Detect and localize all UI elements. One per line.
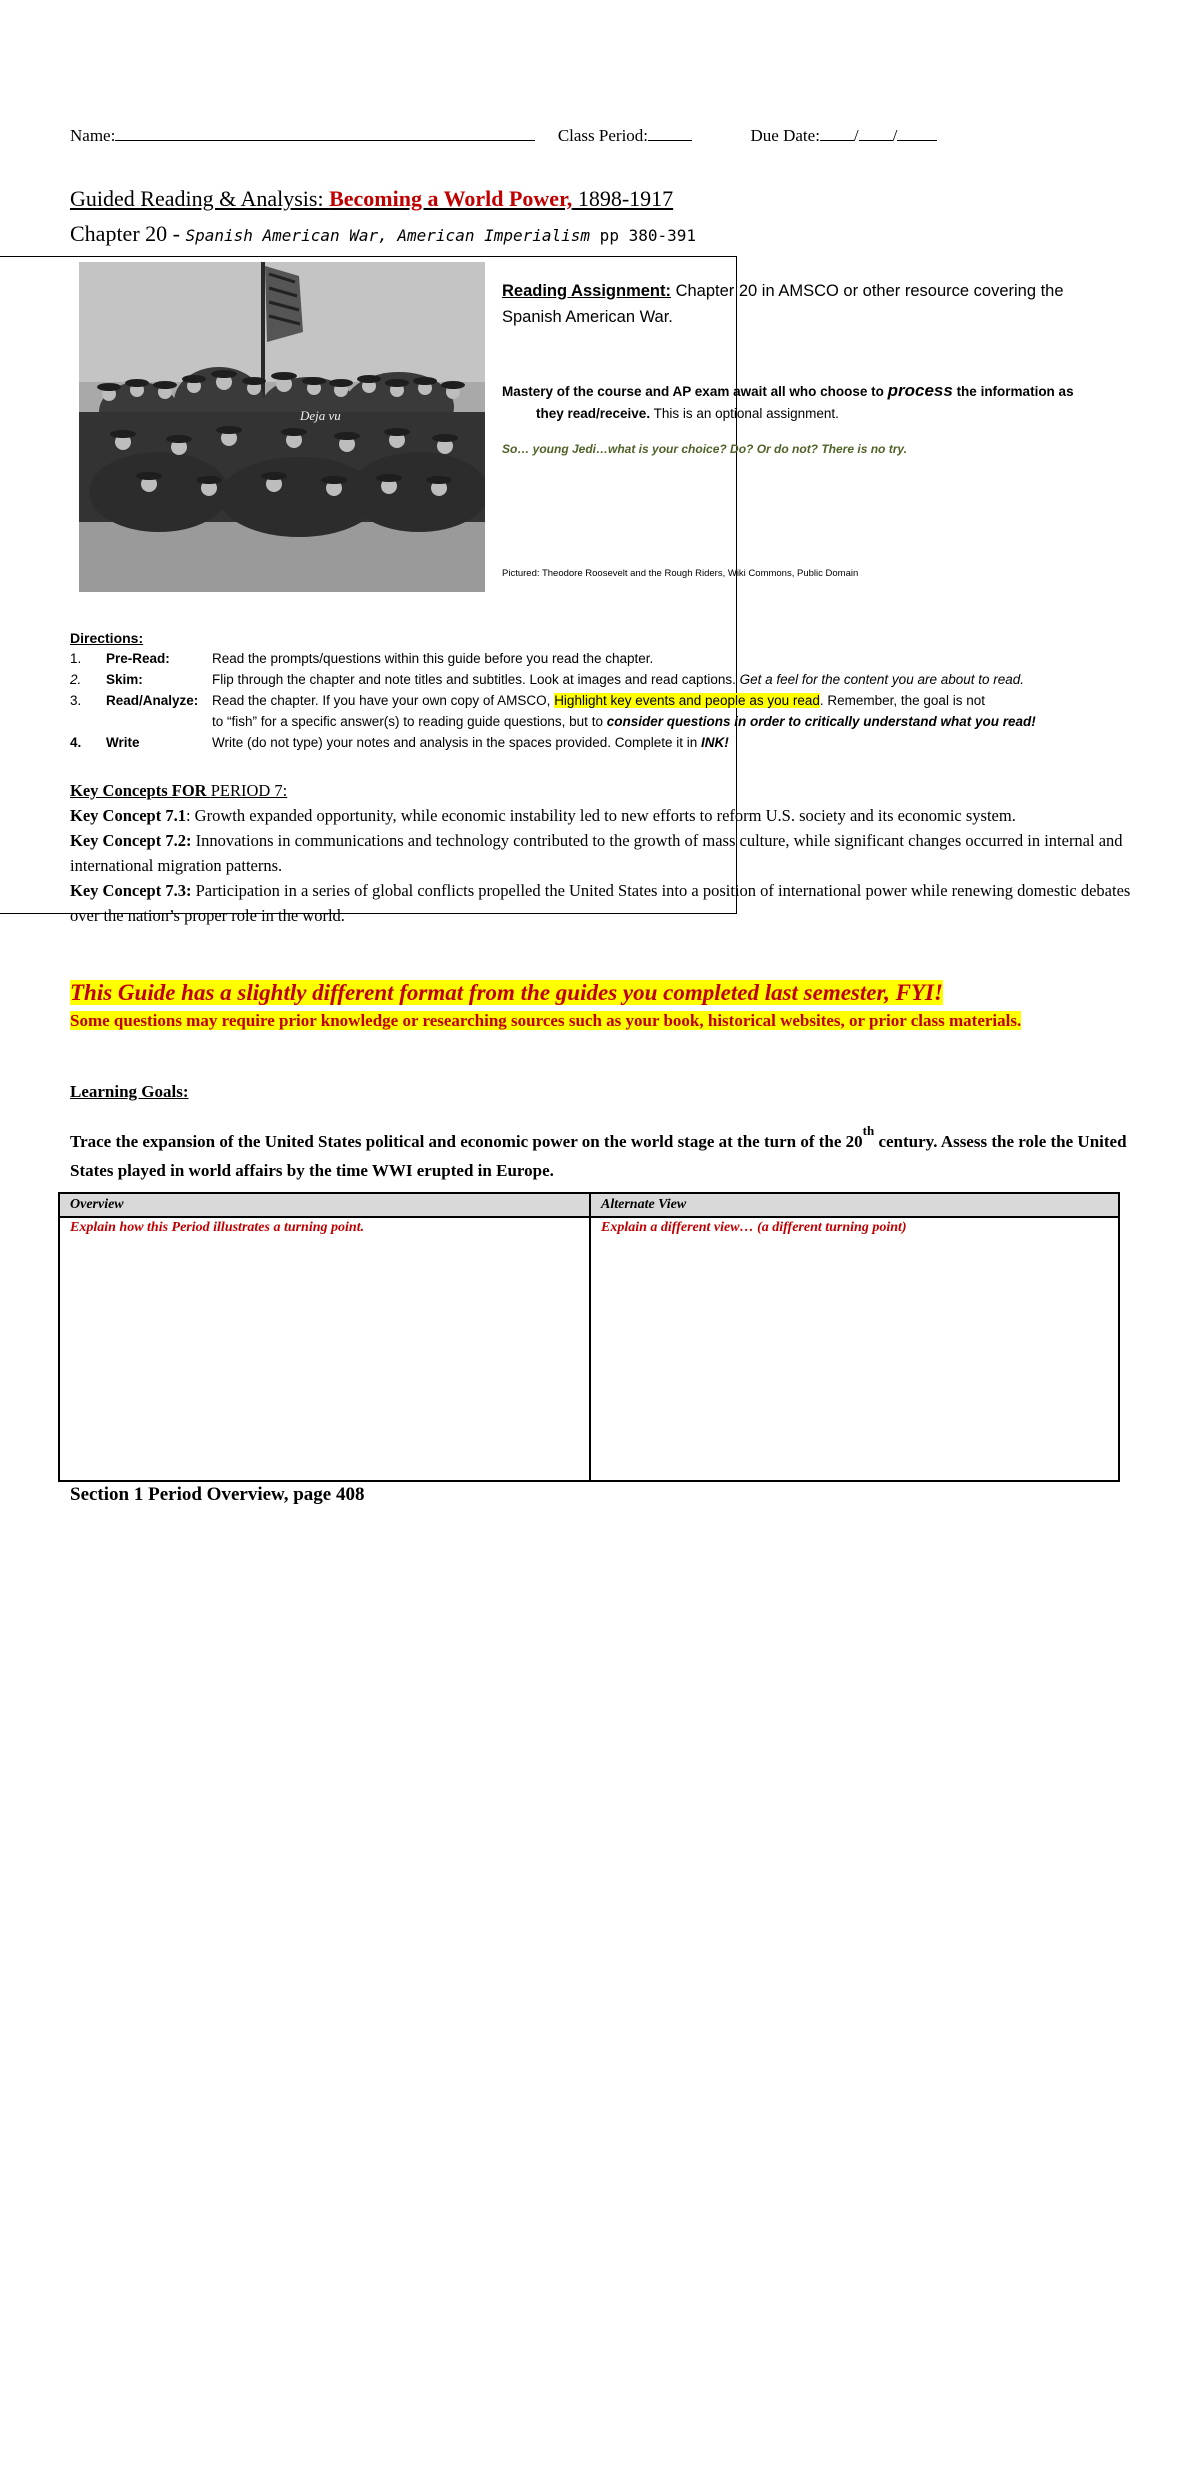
direction-number: 3. (70, 693, 82, 708)
name-label: Name: (70, 126, 116, 145)
direction-text: Write (do not type) your notes and analysis in the spaces provided. Complete it in (212, 735, 702, 750)
directions (70, 630, 1150, 753)
direction-highlight: Highlight key events and people as you read (554, 693, 820, 708)
direction-ink: INK! (701, 735, 729, 750)
direction-item (70, 690, 1150, 711)
date-separator: / (853, 126, 859, 145)
learning-goals-title: Learning Goals: (70, 1082, 189, 1101)
directions-title: Directions: (70, 630, 144, 646)
learning-goals-text (70, 1116, 1130, 1185)
key-concepts (70, 778, 1150, 928)
direction-text: Flip through the chapter and note titles and subtitles. Look at images and read captions. (212, 672, 740, 687)
direction-label: Read/Analyze: (106, 693, 199, 708)
chapter-pages: pp 380-391 (590, 226, 697, 245)
chapter-label: Chapter 20 - (70, 221, 186, 246)
due-date-label: Due Date: (750, 126, 820, 145)
key-concept-text: Innovations in communications and technology contributed to the growth of mass culture, while significant changes occurred in internal and international migration patterns. (70, 831, 1123, 875)
due-year-blank[interactable] (897, 126, 937, 141)
mastery-text: Mastery of the course and AP exam await all who choose to (502, 384, 888, 399)
date-separator: / (892, 126, 898, 145)
overview-prompt: Explain how this Period illustrates a turning point. (70, 1220, 365, 1235)
key-concept-text: Participation in a series of global conflicts propelled the United States into a position of international power while renewing domestic debates over the nation’s proper role in the world. (70, 881, 1131, 925)
box-top-border (0, 256, 737, 257)
reading-assignment-label: Reading Assignment: (502, 282, 671, 300)
turning-point-table (58, 1192, 1120, 2478)
overview-header: Overview (59, 1193, 590, 1217)
guide-note-heading: This Guide has a slightly different format from the guides you completed last semester, FYI! (70, 980, 943, 1005)
direction-number: 4. (70, 735, 82, 750)
title-highlight: Becoming a World Power, (329, 186, 573, 211)
key-concepts-title-b: PERIOD 7: (210, 781, 288, 800)
key-concept-label: Key Concept 7.1 (70, 806, 186, 825)
direction-item (70, 648, 1150, 669)
jedi-quote: So… young Jedi…what is your choice? Do? Or do not? There is no try. (502, 442, 907, 456)
mastery-note (502, 380, 1127, 425)
direction-text: Read the prompts/questions within this guide before you read the chapter. (212, 651, 654, 666)
key-concept-sep: : (185, 806, 195, 825)
alternate-view-cell[interactable] (590, 1217, 1119, 1481)
key-concept-item (70, 828, 1150, 878)
key-concepts-title (70, 778, 1150, 803)
direction-text-2: . Remember, the goal is not (819, 693, 985, 708)
guide-note-text: Some questions may require prior knowledge or researching sources such as your book, historical websites, or prior class materials. (70, 1011, 1022, 1030)
title-prefix: Guided Reading & Analysis: (70, 186, 330, 211)
reading-assignment-text: Chapter 20 in AMSCO or other resource covering the Spanish American War. (502, 282, 1064, 326)
overview-cell[interactable] (59, 1217, 590, 1481)
direction-text: Read the chapter. If you have your own copy of AMSCO, (212, 693, 555, 708)
key-concept-text: Growth expanded opportunity, while economic instability led to new efforts to reform U.S. society and its economic system. (194, 806, 1016, 825)
direction-item-continued (70, 711, 1150, 732)
learning-goals-sup: th (862, 1123, 875, 1138)
guide-note (70, 978, 1150, 1034)
mastery-text-3: they read/receive. (536, 406, 651, 421)
learning-goals-text-a: Trace the expansion of the United States political and economic power on the world stage at the turn of the 20 (70, 1132, 863, 1151)
direction-text-italic: Get a feel for the content you are about to read. (739, 672, 1025, 687)
section-title: Section 1 Period Overview, page 408 (70, 1484, 365, 1505)
key-concepts-title-a: Key Concepts FOR (70, 781, 211, 800)
page-title (70, 186, 673, 212)
direction-text-3: to “fish” for a specific answer(s) to reading guide questions, but to (212, 714, 607, 729)
name-blank[interactable] (115, 126, 535, 141)
chapter-subtitle: Spanish American War, American Imperialism (185, 226, 591, 245)
reading-assignment (502, 278, 1112, 330)
direction-item (70, 669, 1150, 690)
class-period-label: Class Period: (557, 126, 649, 145)
mastery-text-2: the information as (952, 384, 1074, 399)
direction-label: Skim: (106, 672, 143, 687)
photo-credit: Pictured: Theodore Roosevelt and the Rough Riders, Wiki Commons, Public Domain (502, 568, 859, 579)
direction-label: Pre-Read: (106, 651, 170, 666)
direction-number: 2. (70, 672, 82, 687)
alternate-view-prompt: Explain a different view… (a different turning point) (601, 1220, 907, 1235)
header-row (70, 126, 937, 146)
key-concept-item (70, 803, 1150, 828)
direction-label: Write (106, 735, 140, 750)
due-month-blank[interactable] (820, 126, 854, 141)
direction-text-emphasis: consider questions in order to critically understand what you read! (606, 714, 1036, 729)
class-period-blank[interactable] (648, 126, 692, 141)
key-concept-item (70, 878, 1150, 928)
title-years: 1898-1917 (572, 186, 674, 211)
rough-riders-photo (79, 262, 485, 592)
photo-illustration (79, 262, 485, 592)
mastery-process: process (887, 381, 953, 400)
learning-goals-text-b: century. Assess the role the United States played in world affairs by the time WWI erupted in Europe. (70, 1132, 1127, 1180)
key-concept-label: Key Concept 7.2: (70, 831, 192, 850)
key-concept-label: Key Concept 7.3: (70, 881, 192, 900)
direction-number: 1. (70, 651, 82, 666)
optional-note: This is an optional assignment. (650, 406, 839, 421)
direction-item (70, 732, 1150, 753)
due-day-blank[interactable] (859, 126, 893, 141)
alternate-view-header: Alternate View (590, 1193, 1119, 1217)
photo-overlay-text: Deja vu (300, 408, 341, 423)
chapter-heading (70, 221, 696, 247)
